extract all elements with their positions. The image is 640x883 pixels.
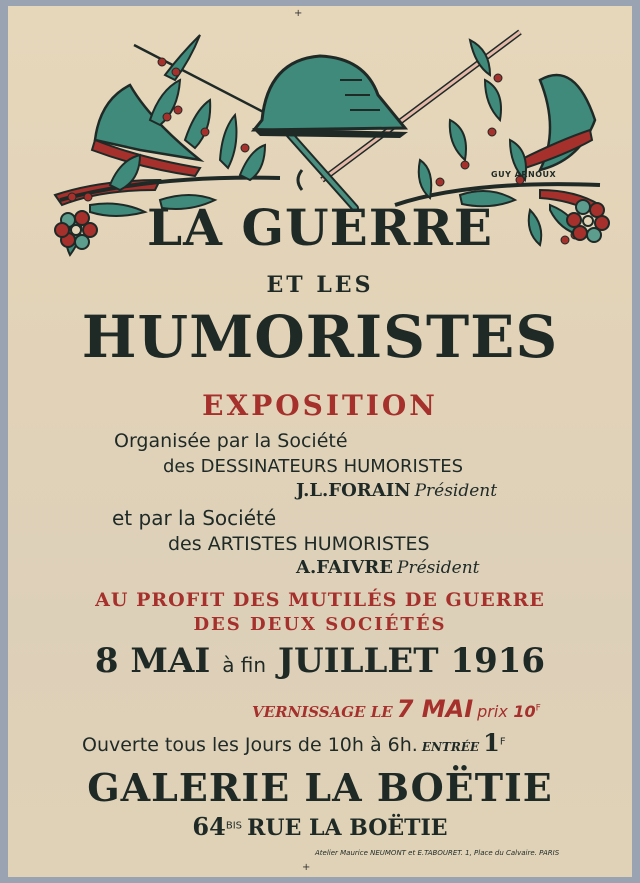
vernissage-line bbox=[252, 695, 541, 723]
address-number: 64 bbox=[192, 812, 226, 841]
title-line-1: LA GUERRE bbox=[147, 198, 493, 257]
entry-price: 1 bbox=[483, 728, 500, 757]
president-title: Président bbox=[397, 558, 480, 578]
registration-mark-top: + bbox=[294, 8, 303, 19]
venue-address bbox=[0, 812, 640, 841]
organizer-2-society: des ARTISTES HUMORISTES bbox=[168, 533, 430, 555]
exhibition-dates bbox=[0, 641, 640, 681]
organizer-1-society: des DESSINATEURS HUMORISTES bbox=[163, 456, 464, 477]
vernissage-date: 7 MAI bbox=[396, 695, 474, 723]
address-suffix: BIS bbox=[225, 820, 242, 832]
tricolor-flag-right-icon bbox=[520, 75, 600, 212]
vernissage-label: VERNISSAGE LE bbox=[252, 703, 393, 721]
title-line-2: ET LES bbox=[266, 272, 374, 298]
end-date: JUILLET 1916 bbox=[277, 641, 546, 681]
organizer-1-intro: Organisée par la Société bbox=[114, 430, 348, 452]
entry-currency: F bbox=[499, 736, 506, 748]
president-name: A.FAIVRE bbox=[296, 557, 393, 578]
start-date: 8 MAI bbox=[94, 641, 211, 681]
helmet-icon bbox=[252, 56, 408, 138]
registration-mark-bottom: + bbox=[302, 862, 311, 873]
opening-hours-line bbox=[82, 728, 506, 757]
benefit-line-1: AU PROFIT DES MUTILÉS DE GUERRE bbox=[95, 589, 545, 611]
date-connector: à fin bbox=[222, 653, 267, 677]
venue-name: GALERIE LA BOËTIE bbox=[87, 765, 553, 810]
president-name: J.L.FORAIN bbox=[296, 480, 411, 501]
exposition-heading: EXPOSITION bbox=[202, 389, 438, 422]
entry-label: ENTRÉE bbox=[421, 740, 480, 754]
organizer-1-president bbox=[296, 480, 497, 501]
organizer-2-intro: et par la Société bbox=[112, 506, 277, 530]
vernissage-price: 10 bbox=[513, 702, 536, 721]
opening-hours: Ouverte tous les Jours de 10h à 6h. bbox=[82, 734, 418, 756]
currency: F bbox=[535, 703, 541, 714]
title-line-3: HUMORISTES bbox=[81, 303, 559, 371]
address-street: RUE LA BOËTIE bbox=[247, 815, 448, 841]
organizer-2-president bbox=[296, 557, 480, 578]
price-label: prix bbox=[477, 702, 508, 721]
artist-signature: GUY ARNOUX bbox=[491, 170, 557, 179]
printer-credit: Atelier Maurice NEUMONT et E.TABOURET. 1, Place du Calvaire. PARIS bbox=[315, 849, 560, 857]
benefit-line-2: DES DEUX SOCIÉTÉS bbox=[193, 614, 447, 635]
president-title: Président bbox=[414, 481, 498, 501]
